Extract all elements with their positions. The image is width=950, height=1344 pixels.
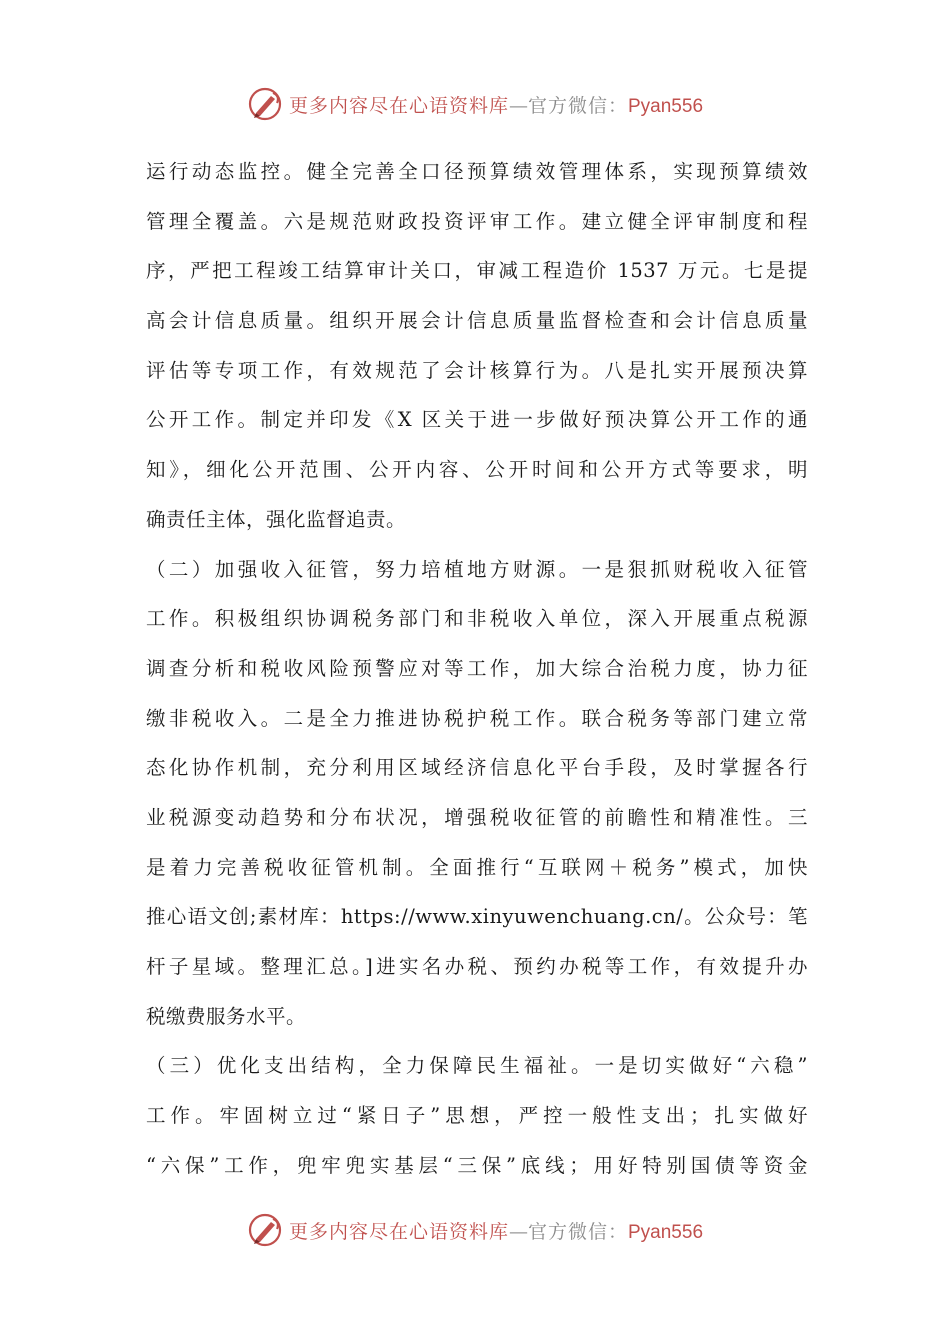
header-banner-inner — [247, 86, 703, 122]
body-line: 税缴费服务水平。 — [146, 1004, 307, 1028]
header-banner-text — [289, 91, 703, 118]
body-line: 确责任主体，强化监督追责。 — [146, 507, 407, 531]
body-line: 公开工作。制定并印发《X 区关于进一步做好预决算公开工作的通 — [146, 408, 808, 432]
section-heading-line: （二）加强收入征管，努力培植地方财源。一是狠抓财税收入征管 — [146, 557, 808, 581]
pen-logo-icon — [247, 86, 283, 122]
body-line: 态化协作机制，充分利用区域经济信息化平台手段，及时掌握各行 — [146, 756, 808, 780]
body-line: 是着力完善税收征管机制。全面推行“互联网＋税务”模式，加快 — [146, 855, 808, 879]
header-banner-official-label: 官方微信： — [527, 94, 628, 117]
body-line: “六保”工作，兜牢兜实基层“三保”底线；用好特别国债等资金 — [146, 1153, 808, 1177]
body-line: 工作。牢固树立过“紧日子”思想，严控一般性支出；扎实做好 — [146, 1104, 808, 1128]
body-line: 序，严把工程竣工结算审计关口，审减工程造价 1537 万元。七是提 — [146, 259, 808, 283]
body-line: 业税源变动趋势和分布状况，增强税收征管的前瞻性和精准性。三 — [146, 805, 808, 829]
body-line: 缴非税收入。二是全力推进协税护税工作。联合税务等部门建立常 — [146, 706, 808, 730]
footer-banner-inner — [247, 1212, 703, 1248]
body-line: 知》，细化公开范围、公开内容、公开时间和公开方式等要求，明 — [146, 458, 808, 482]
document-body — [146, 147, 808, 1190]
pen-logo-icon — [247, 1212, 283, 1248]
header-banner-title: 更多内容尽在心语资料库 — [288, 94, 509, 117]
footer-banner — [0, 1208, 950, 1252]
footer-banner-official-label: 官方微信： — [527, 1220, 628, 1243]
header-banner-separator: — — [508, 94, 528, 117]
footer-banner-text — [289, 1217, 703, 1244]
body-line: 评估等专项工作，有效规范了会计核算行为。八是扎实开展预决算 — [146, 358, 808, 382]
body-line: 调查分析和税收风险预警应对等工作，加大综合治税力度，协力征 — [146, 656, 808, 680]
body-line: 推心语文创;素材库：https://www.xinyuwenchuang.cn/。公众号：笔 — [146, 905, 808, 929]
body-line: 工作。积极组织协调税务部门和非税收入单位，深入开展重点税源 — [146, 607, 808, 631]
header-banner — [0, 82, 950, 126]
footer-banner-account: Pyan556 — [628, 1221, 704, 1243]
footer-banner-title: 更多内容尽在心语资料库 — [288, 1220, 509, 1243]
section-heading-line: （三）优化支出结构，全力保障民生福祉。一是切实做好“六稳” — [146, 1054, 808, 1078]
body-line: 杆子星域。整理汇总。]进实名办税、预约办税等工作，有效提升办 — [146, 955, 808, 978]
footer-banner-separator: — — [508, 1220, 528, 1243]
header-banner-account: Pyan556 — [628, 95, 704, 117]
body-line: 管理全覆盖。六是规范财政投资评审工作。建立健全评审制度和程 — [146, 209, 808, 233]
body-line: 运行动态监控。健全完善全口径预算绩效管理体系，实现预算绩效 — [146, 160, 808, 183]
body-line: 高会计信息质量。组织开展会计信息质量监督检查和会计信息质量 — [146, 309, 808, 333]
